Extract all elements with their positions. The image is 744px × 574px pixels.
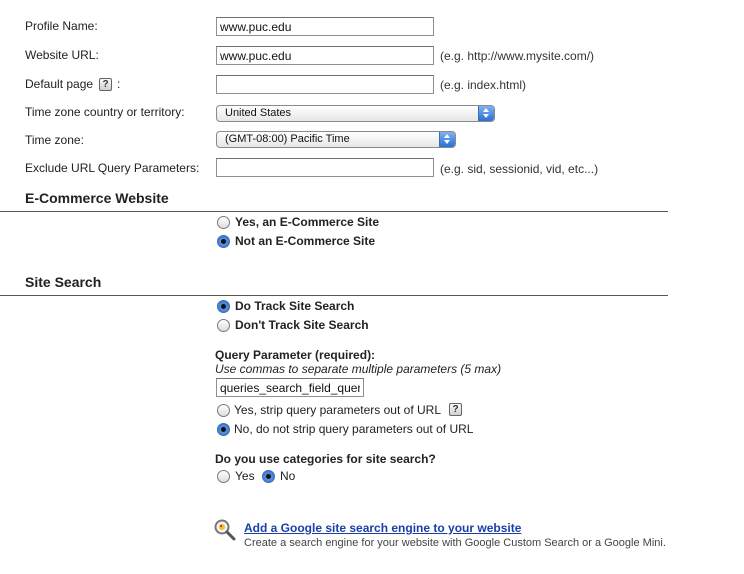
timezone-select[interactable]: [216, 131, 456, 148]
default-page-label-text: Default page: [25, 77, 94, 91]
ecommerce-no-radio[interactable]: [217, 235, 230, 248]
default-page-label: [25, 77, 93, 91]
ecommerce-yes-label[interactable]: Yes, an E-Commerce Site: [235, 215, 380, 229]
query-param-input[interactable]: [216, 378, 364, 397]
website-url-label: Website URL:: [25, 48, 99, 62]
default-page-colon: :: [117, 77, 121, 91]
timezone-country-select[interactable]: [216, 105, 495, 122]
timezone-value: (GMT-08:00) Pacific Time: [225, 133, 350, 145]
timezone-country-value: United States: [225, 107, 292, 119]
track-search-label[interactable]: Do Track Site Search: [235, 299, 355, 313]
query-param-label: Query Parameter (required):: [215, 348, 376, 362]
categories-no-radio[interactable]: [262, 470, 275, 483]
strip-yes-label[interactable]: Yes, strip query parameters out of URL: [234, 403, 441, 417]
profile-name-input[interactable]: [216, 17, 434, 36]
profile-name-label: Profile Name:: [25, 19, 98, 33]
strip-yes-radio[interactable]: [217, 404, 230, 417]
categories-no-label[interactable]: No: [280, 469, 296, 483]
ecommerce-section-title: E-Commerce Website: [25, 190, 169, 206]
strip-no-label[interactable]: No, do not strip query parameters out of URL: [234, 422, 474, 436]
help-icon[interactable]: ?: [449, 403, 462, 416]
add-search-engine-link[interactable]: Add a Google site search engine to your website: [244, 521, 522, 535]
exclude-params-hint: (e.g. sid, sessionid, vid, etc...): [440, 162, 599, 176]
strip-no-radio[interactable]: [217, 423, 230, 436]
section-divider: [0, 295, 668, 296]
default-page-input[interactable]: [216, 75, 434, 94]
query-param-hint: Use commas to separate multiple parameters (5 max): [215, 362, 502, 376]
section-divider: [0, 211, 668, 212]
categories-yes-label[interactable]: Yes: [235, 469, 255, 483]
help-icon[interactable]: ?: [99, 78, 112, 91]
dont-track-search-label[interactable]: Don't Track Site Search: [235, 318, 369, 332]
timezone-label: Time zone:: [25, 133, 84, 147]
categories-yes-radio[interactable]: [217, 470, 230, 483]
exclude-params-label: Exclude URL Query Parameters:: [25, 161, 200, 175]
default-page-hint: (e.g. index.html): [440, 78, 527, 92]
ecommerce-no-label[interactable]: Not an E-Commerce Site: [235, 234, 376, 248]
magnifier-icon: [213, 518, 237, 542]
website-url-input[interactable]: [216, 46, 434, 65]
site-search-section-title: Site Search: [25, 274, 102, 290]
categories-question: Do you use categories for site search?: [215, 452, 436, 466]
exclude-params-input[interactable]: [216, 158, 434, 177]
ecommerce-yes-radio[interactable]: [217, 216, 230, 229]
track-search-radio[interactable]: [217, 300, 230, 313]
timezone-country-label: Time zone country or territory:: [25, 105, 185, 119]
dont-track-search-radio[interactable]: [217, 319, 230, 332]
website-url-hint: (e.g. http://www.mysite.com/): [440, 49, 595, 63]
select-arrows-icon: [478, 106, 494, 121]
search-engine-description: Create a search engine for your website with Google Custom Search or a Google Mini.: [244, 537, 666, 549]
select-arrows-icon: [439, 132, 455, 147]
